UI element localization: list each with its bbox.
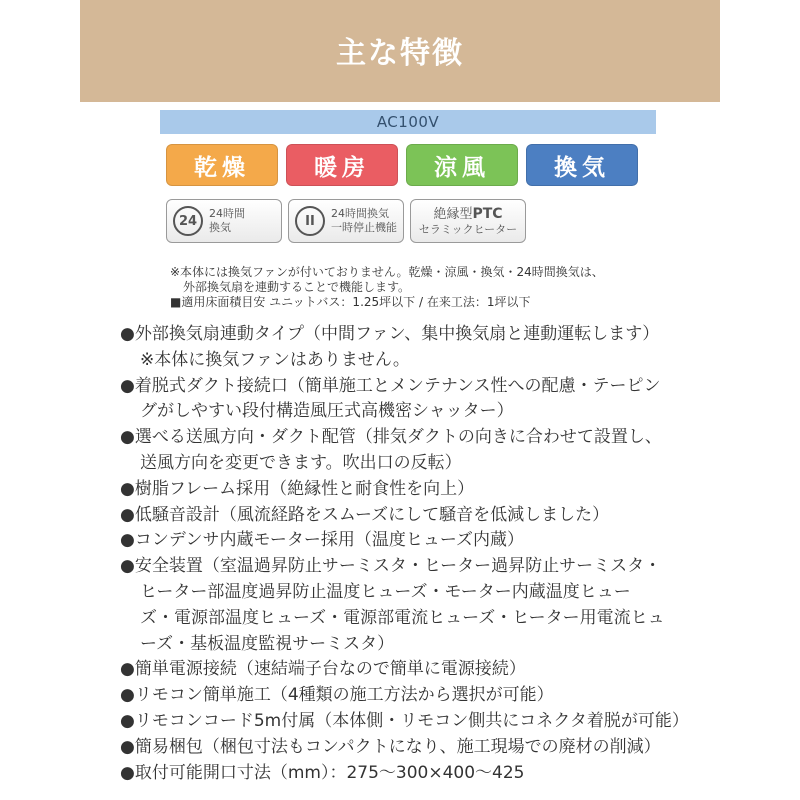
badge-ptc-type: 絶縁型 [433, 206, 473, 222]
pause-icon: II [295, 206, 325, 236]
voltage-label: AC100V [160, 110, 656, 134]
note-line-3: ■適用床面積目安 ユニットバス：1.25坪以下 / 在来工法：1坪以下 [170, 295, 531, 309]
feature-item: ●簡単電源接続（速結端子台なので簡単に電源接続） [120, 659, 526, 680]
feature-item: ●低騒音設計（風流経路をスムーズにして騒音を低減しました） [120, 504, 610, 525]
feature-item: ●簡易梱包（梱包寸法もコンパクトになり、施工現場での廃材の削減） [120, 736, 661, 757]
feature-item: ●樹脂フレーム採用（絶縁性と耐食性を向上） [120, 478, 475, 499]
badge-pause-line1: 24時間換気 [331, 207, 389, 220]
feature-item: ●安全装置（室温過昇防止サーミスタ・ヒーター過昇防止サーミスタ・ ヒーター部温度過昇防止温度ヒューズ・モーター内蔵温度ヒュー ズ・電源部温度ヒューズ・電源部電流ヒューズ・ヒーター用電流ヒュ ーズ・基板温度監視サーミスタ） [120, 556, 665, 654]
note-line-2: 外部換気扇を連動することで機能します。 [183, 280, 411, 294]
badge-24h-line1: 24時間 [209, 207, 245, 220]
mode-ventilation: 換気 [526, 144, 638, 186]
badge-ptc-heater [410, 199, 526, 243]
header-banner [80, 0, 720, 102]
feature-list [120, 322, 760, 786]
feature-item: ●リモコンコード5m付属（本体側・リモコン側共にコネクタ着脱が可能） [120, 710, 689, 731]
feature-item: ●コンデンサ内蔵モーター採用（温度ヒューズ内蔵） [120, 530, 524, 551]
badge-24h-ventilation [166, 199, 282, 243]
mode-heat: 暖房 [286, 144, 398, 186]
feature-badges [166, 199, 526, 243]
mode-cool: 涼風 [406, 144, 518, 186]
note-line-1: ※本体には換気ファンが付いておりません。乾燥・涼風・換気・24時間換気は、 [170, 265, 604, 279]
badge-pause [288, 199, 404, 243]
notes [170, 265, 604, 310]
clock-24-icon: 24 [173, 206, 203, 236]
badge-ptc-line2: セラミックヒーター [418, 222, 518, 236]
feature-item: ●着脱式ダクト接続口（簡単施工とメンテナンス性への配慮・テーピン グがしやすい段付構造風圧式高機密シャッター） [120, 375, 661, 422]
badge-ptc-label: PTC [472, 205, 503, 222]
feature-item: ●選べる送風方向・ダクト配管（排気ダクトの向きに合わせて設置し、 送風方向を変更できます。吹出口の反転） [120, 427, 662, 473]
feature-item: ●リモコン簡単施工（4種類の施工方法から選択が可能） [120, 685, 554, 706]
mode-list [166, 144, 638, 186]
page-title: 主な特徴 [336, 36, 464, 71]
mode-dry: 乾燥 [166, 144, 278, 186]
feature-item: ●取付可能開口寸法（mm）：275〜300×400〜425 [120, 762, 525, 783]
feature-item: ●外部換気扇連動タイプ（中間ファン、集中換気扇と連動運転します） ※本体に換気ファンはありません。 [120, 324, 660, 370]
badge-pause-line2: 一時停止機能 [331, 221, 397, 234]
badge-24h-line2: 換気 [209, 221, 231, 234]
